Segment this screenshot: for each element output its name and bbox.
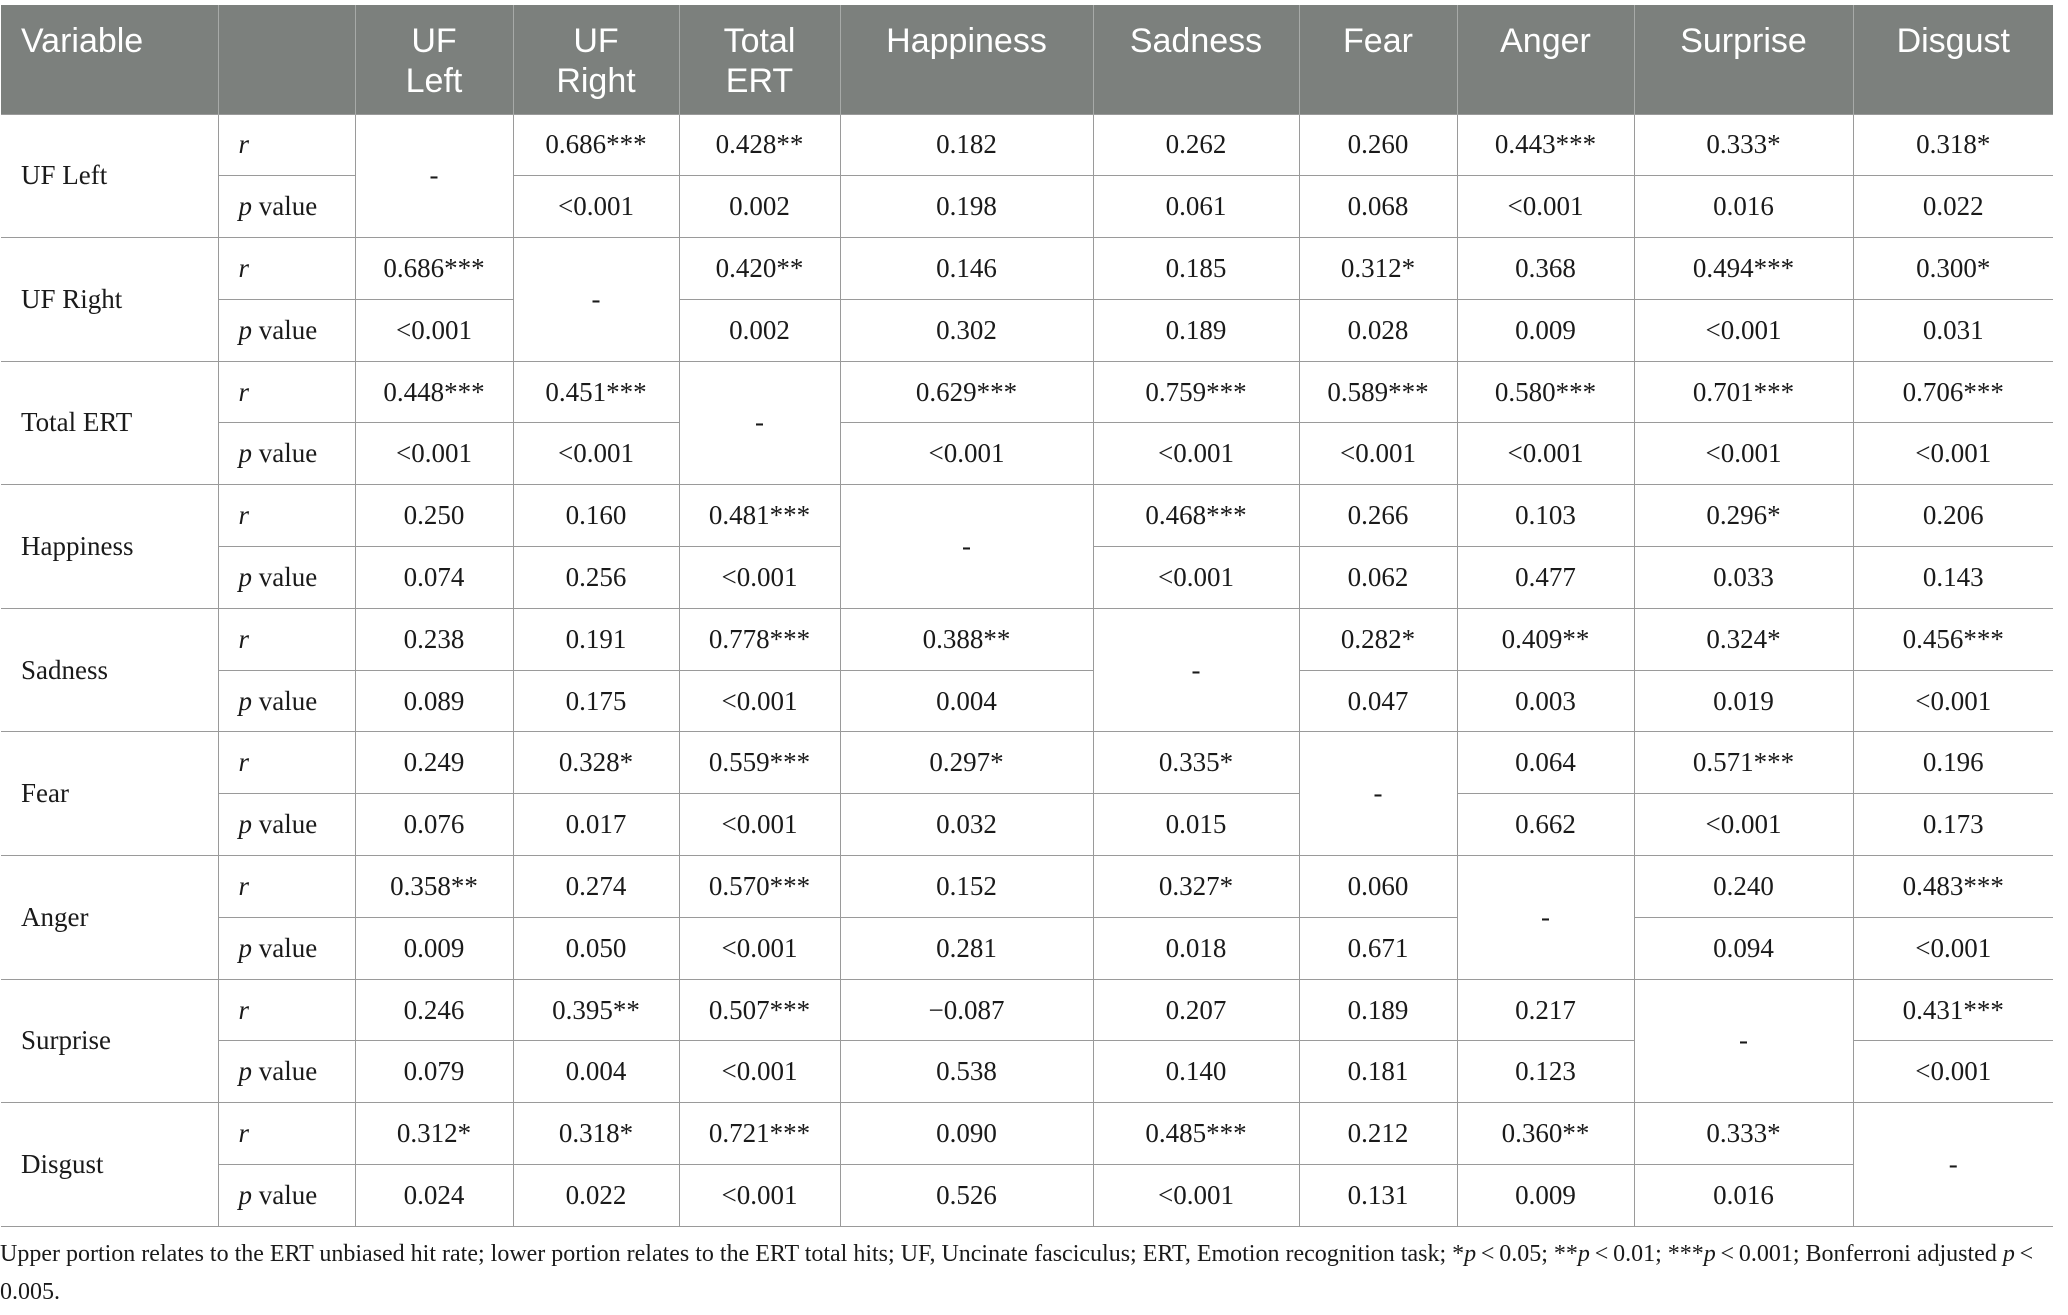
p-value-cell: <0.001 — [679, 547, 840, 609]
stat-label-p-rest: value — [252, 191, 318, 222]
stat-label-p — [218, 423, 355, 485]
p-value-cell: <0.001 — [1093, 547, 1299, 609]
p-value-cell: <0.001 — [679, 1041, 840, 1103]
r-value-cell: 0.451*** — [513, 361, 679, 423]
r-value-cell: 0.443*** — [1457, 114, 1634, 176]
diagonal-cell: - — [513, 238, 679, 362]
p-value-cell: 0.047 — [1299, 670, 1457, 732]
r-value-cell: 0.481*** — [679, 485, 840, 547]
p-value-cell: 0.123 — [1457, 1041, 1634, 1103]
stat-label-r-text: r — [238, 747, 250, 778]
table-row — [1, 794, 2053, 856]
p-value-cell: 0.671 — [1299, 917, 1457, 979]
column-header — [1, 5, 218, 114]
p-value-cell: 0.181 — [1299, 1041, 1457, 1103]
table-row — [1, 608, 2053, 670]
stat-label-r — [218, 732, 355, 794]
column-header-line2: Left — [405, 62, 463, 100]
p-value-cell: 0.076 — [355, 794, 513, 856]
stat-label-r — [218, 361, 355, 423]
column-header-line1: Happiness — [886, 22, 1047, 60]
r-value-cell: 0.395** — [513, 979, 679, 1041]
p-value-cell: 0.079 — [355, 1041, 513, 1103]
p-value-cell: <0.001 — [1853, 423, 2053, 485]
r-value-cell: 0.327* — [1093, 856, 1299, 918]
footnote-p-2: p — [1577, 1241, 1590, 1267]
column-header-line2: Right — [556, 62, 636, 100]
r-value-cell: −0.087 — [840, 979, 1093, 1041]
r-value-cell: 0.388** — [840, 608, 1093, 670]
table-row — [1, 1103, 2053, 1165]
r-value-cell: 0.721*** — [679, 1103, 840, 1165]
r-value-cell: 0.060 — [1299, 856, 1457, 918]
r-value-cell: 0.262 — [1093, 114, 1299, 176]
table-row — [1, 299, 2053, 361]
stat-label-r — [218, 1103, 355, 1165]
p-value-cell: 0.009 — [1457, 299, 1634, 361]
table-footnote — [0, 1235, 2068, 1311]
stat-label-p — [218, 917, 355, 979]
p-value-cell: 0.004 — [840, 670, 1093, 732]
r-value-cell: 0.191 — [513, 608, 679, 670]
stat-label-p-italic: p — [238, 1179, 252, 1210]
stat-label-r — [218, 485, 355, 547]
column-header-line1: UF — [573, 22, 619, 60]
diagonal-cell: - — [355, 114, 513, 238]
footnote-text-2: < 0.05; ** — [1476, 1241, 1578, 1267]
p-value-cell: <0.001 — [513, 423, 679, 485]
r-value-cell: 0.759*** — [1093, 361, 1299, 423]
p-value-cell: <0.001 — [355, 423, 513, 485]
p-value-cell: <0.001 — [679, 794, 840, 856]
p-value-cell: 0.131 — [1299, 1165, 1457, 1227]
r-value-cell: 0.333* — [1634, 114, 1853, 176]
row-variable-label: UF Left — [1, 114, 218, 238]
r-value-cell: 0.297* — [840, 732, 1093, 794]
stat-label-r-text: r — [238, 252, 250, 283]
stat-label-r-text: r — [238, 376, 250, 407]
r-value-cell: 0.196 — [1853, 732, 2053, 794]
p-value-cell: <0.001 — [840, 423, 1093, 485]
column-header-line1: Variable — [21, 22, 144, 60]
table-row — [1, 238, 2053, 300]
column-header — [1457, 5, 1634, 114]
stat-label-r-text: r — [238, 129, 250, 160]
r-value-cell: 0.189 — [1299, 979, 1457, 1041]
p-value-cell: 0.050 — [513, 917, 679, 979]
r-value-cell: 0.318* — [1853, 114, 2053, 176]
row-variable-label: Fear — [1, 732, 218, 856]
stat-label-r — [218, 114, 355, 176]
diagonal-cell: - — [1634, 979, 1853, 1103]
p-value-cell: 0.009 — [1457, 1165, 1634, 1227]
r-value-cell: 0.701*** — [1634, 361, 1853, 423]
r-value-cell: 0.324* — [1634, 608, 1853, 670]
column-header — [1853, 5, 2053, 114]
r-value-cell: 0.182 — [840, 114, 1093, 176]
p-value-cell: 0.256 — [513, 547, 679, 609]
r-value-cell: 0.571*** — [1634, 732, 1853, 794]
stat-label-p — [218, 299, 355, 361]
column-header-line1: Anger — [1500, 22, 1591, 60]
r-value-cell: 0.778*** — [679, 608, 840, 670]
column-header-line1: Disgust — [1896, 22, 2010, 60]
p-value-cell: 0.477 — [1457, 547, 1634, 609]
r-value-cell: 0.570*** — [679, 856, 840, 918]
p-value-cell: <0.001 — [1457, 176, 1634, 238]
diagonal-cell: - — [840, 485, 1093, 609]
stat-label-p-italic: p — [238, 561, 252, 592]
stat-label-r — [218, 608, 355, 670]
stat-label-r-text: r — [238, 1118, 250, 1149]
column-header — [840, 5, 1093, 114]
r-value-cell: 0.559*** — [679, 732, 840, 794]
p-value-cell: 0.068 — [1299, 176, 1457, 238]
stat-label-p — [218, 547, 355, 609]
stat-label-p-rest: value — [252, 809, 318, 840]
r-value-cell: 0.152 — [840, 856, 1093, 918]
footnote-text-4: < 0.001; Bonferroni adjusted — [1715, 1241, 2003, 1267]
diagonal-cell: - — [679, 361, 840, 485]
r-value-cell: 0.206 — [1853, 485, 2053, 547]
stat-label-r-text: r — [238, 994, 250, 1025]
r-value-cell: 0.494*** — [1634, 238, 1853, 300]
column-header — [1093, 5, 1299, 114]
p-value-cell: 0.032 — [840, 794, 1093, 856]
p-value-cell: 0.004 — [513, 1041, 679, 1103]
p-value-cell: 0.175 — [513, 670, 679, 732]
table-row — [1, 979, 2053, 1041]
p-value-cell: 0.538 — [840, 1041, 1093, 1103]
p-value-cell: 0.526 — [840, 1165, 1093, 1227]
p-value-cell: 0.018 — [1093, 917, 1299, 979]
table-row — [1, 176, 2053, 238]
r-value-cell: 0.468*** — [1093, 485, 1299, 547]
p-value-cell: <0.001 — [355, 299, 513, 361]
stat-label-p — [218, 176, 355, 238]
r-value-cell: 0.207 — [1093, 979, 1299, 1041]
r-value-cell: 0.686*** — [355, 238, 513, 300]
r-value-cell: 0.485*** — [1093, 1103, 1299, 1165]
row-variable-label: UF Right — [1, 238, 218, 362]
p-value-cell: 0.028 — [1299, 299, 1457, 361]
r-value-cell: 0.090 — [840, 1103, 1093, 1165]
r-value-cell: 0.706*** — [1853, 361, 2053, 423]
stat-label-p-rest: value — [252, 314, 318, 345]
row-variable-label: Disgust — [1, 1103, 218, 1227]
r-value-cell: 0.064 — [1457, 732, 1634, 794]
r-value-cell: 0.686*** — [513, 114, 679, 176]
p-value-cell: <0.001 — [1299, 423, 1457, 485]
r-value-cell: 0.428** — [679, 114, 840, 176]
stat-label-p-rest: value — [252, 1179, 318, 1210]
stat-label-p-italic: p — [238, 932, 252, 963]
r-value-cell: 0.300* — [1853, 238, 2053, 300]
r-value-cell: 0.368 — [1457, 238, 1634, 300]
r-value-cell: 0.249 — [355, 732, 513, 794]
p-value-cell: 0.189 — [1093, 299, 1299, 361]
p-value-cell: 0.173 — [1853, 794, 2053, 856]
table-row — [1, 1165, 2053, 1227]
stat-label-p-rest: value — [252, 438, 318, 469]
stat-label-r-text: r — [238, 500, 250, 531]
r-value-cell: 0.185 — [1093, 238, 1299, 300]
stat-label-r — [218, 856, 355, 918]
r-value-cell: 0.160 — [513, 485, 679, 547]
stat-label-p-italic: p — [238, 314, 252, 345]
r-value-cell: 0.318* — [513, 1103, 679, 1165]
stat-label-r — [218, 238, 355, 300]
r-value-cell: 0.246 — [355, 979, 513, 1041]
stat-label-p-rest: value — [252, 1056, 318, 1087]
r-value-cell: 0.431*** — [1853, 979, 2053, 1041]
r-value-cell: 0.580*** — [1457, 361, 1634, 423]
r-value-cell: 0.238 — [355, 608, 513, 670]
table-header — [1, 5, 2053, 114]
stat-label-p-italic: p — [238, 191, 252, 222]
row-variable-label: Surprise — [1, 979, 218, 1103]
r-value-cell: 0.409** — [1457, 608, 1634, 670]
p-value-cell: <0.001 — [1853, 1041, 2053, 1103]
table-row — [1, 361, 2053, 423]
r-value-cell: 0.629*** — [840, 361, 1093, 423]
table-body — [1, 114, 2053, 1226]
r-value-cell: 0.103 — [1457, 485, 1634, 547]
r-value-cell: 0.333* — [1634, 1103, 1853, 1165]
column-header — [355, 5, 513, 114]
p-value-cell: 0.094 — [1634, 917, 1853, 979]
p-value-cell: 0.022 — [513, 1165, 679, 1227]
row-variable-label: Anger — [1, 856, 218, 980]
footnote-text-5: < 0.005. — [0, 1241, 2038, 1305]
p-value-cell: 0.002 — [679, 176, 840, 238]
p-value-cell: <0.001 — [1634, 794, 1853, 856]
p-value-cell: 0.198 — [840, 176, 1093, 238]
footnote-text-1: Upper portion relates to the ERT unbiased hit rate; lower portion relates to the ERT total hits; UF, Uncinate fasciculus; ERT, Emotion recognition task; * — [0, 1241, 1465, 1267]
p-value-cell: <0.001 — [513, 176, 679, 238]
column-header — [218, 5, 355, 114]
stat-label-p — [218, 794, 355, 856]
column-header-line1: UF — [411, 22, 457, 60]
stat-label-p-rest: value — [252, 685, 318, 716]
column-header — [513, 5, 679, 114]
table-row — [1, 917, 2053, 979]
column-header-line1: Sadness — [1129, 22, 1263, 60]
diagonal-cell: - — [1457, 856, 1634, 980]
r-value-cell: 0.507*** — [679, 979, 840, 1041]
r-value-cell: 0.146 — [840, 238, 1093, 300]
r-value-cell: 0.240 — [1634, 856, 1853, 918]
r-value-cell: 0.358** — [355, 856, 513, 918]
p-value-cell: 0.061 — [1093, 176, 1299, 238]
p-value-cell: 0.003 — [1457, 670, 1634, 732]
table-row — [1, 670, 2053, 732]
r-value-cell: 0.448*** — [355, 361, 513, 423]
r-value-cell: 0.312* — [1299, 238, 1457, 300]
r-value-cell: 0.282* — [1299, 608, 1457, 670]
r-value-cell: 0.456*** — [1853, 608, 2053, 670]
diagonal-cell: - — [1299, 732, 1457, 856]
table-row — [1, 732, 2053, 794]
p-value-cell: 0.662 — [1457, 794, 1634, 856]
p-value-cell: 0.016 — [1634, 1165, 1853, 1227]
r-value-cell: 0.420** — [679, 238, 840, 300]
p-value-cell: <0.001 — [679, 670, 840, 732]
table-row — [1, 485, 2053, 547]
row-variable-label: Total ERT — [1, 361, 218, 485]
p-value-cell: <0.001 — [1634, 299, 1853, 361]
footnote-p-1: p — [1464, 1241, 1477, 1267]
row-variable-label: Happiness — [1, 485, 218, 609]
p-value-cell: 0.089 — [355, 670, 513, 732]
p-value-cell: <0.001 — [1853, 917, 2053, 979]
diagonal-cell: - — [1093, 608, 1299, 732]
column-header — [1634, 5, 1853, 114]
p-value-cell: 0.016 — [1634, 176, 1853, 238]
p-value-cell: <0.001 — [1093, 1165, 1299, 1227]
p-value-cell: 0.024 — [355, 1165, 513, 1227]
p-value-cell: 0.022 — [1853, 176, 2053, 238]
p-value-cell: <0.001 — [679, 917, 840, 979]
footnote-p-3: p — [1703, 1241, 1716, 1267]
column-header-line1: Fear — [1343, 22, 1413, 60]
column-header — [1299, 5, 1457, 114]
stat-label-p — [218, 1165, 355, 1227]
r-value-cell: 0.328* — [513, 732, 679, 794]
r-value-cell: 0.296* — [1634, 485, 1853, 547]
stat-label-p-rest: value — [252, 561, 318, 592]
p-value-cell: 0.009 — [355, 917, 513, 979]
stat-label-p-italic: p — [238, 685, 252, 716]
table-row — [1, 114, 2053, 176]
p-value-cell: <0.001 — [1853, 670, 2053, 732]
stat-label-p-italic: p — [238, 809, 252, 840]
p-value-cell: <0.001 — [679, 1165, 840, 1227]
r-value-cell: 0.260 — [1299, 114, 1457, 176]
column-header-line1: Surprise — [1680, 22, 1807, 60]
stat-label-r-text: r — [238, 870, 250, 901]
r-value-cell: 0.217 — [1457, 979, 1634, 1041]
footnote-text-3: < 0.01; *** — [1589, 1241, 1704, 1267]
p-value-cell: <0.001 — [1457, 423, 1634, 485]
stat-label-r-text: r — [238, 623, 250, 654]
p-value-cell: 0.074 — [355, 547, 513, 609]
header-row — [1, 5, 2053, 114]
p-value-cell: 0.062 — [1299, 547, 1457, 609]
p-value-cell: 0.002 — [679, 299, 840, 361]
p-value-cell: 0.281 — [840, 917, 1093, 979]
diagonal-cell: - — [1853, 1103, 2053, 1227]
row-variable-label: Sadness — [1, 608, 218, 732]
column-header-line2: ERT — [725, 62, 794, 100]
r-value-cell: 0.266 — [1299, 485, 1457, 547]
stat-label-p — [218, 670, 355, 732]
stat-label-r — [218, 979, 355, 1041]
r-value-cell: 0.589*** — [1299, 361, 1457, 423]
p-value-cell: 0.015 — [1093, 794, 1299, 856]
correlation-table — [1, 5, 2053, 1227]
p-value-cell: 0.140 — [1093, 1041, 1299, 1103]
p-value-cell: 0.019 — [1634, 670, 1853, 732]
p-value-cell: <0.001 — [1634, 423, 1853, 485]
column-header — [679, 5, 840, 114]
p-value-cell: <0.001 — [1093, 423, 1299, 485]
stat-label-p — [218, 1041, 355, 1103]
r-value-cell: 0.483*** — [1853, 856, 2053, 918]
p-value-cell: 0.031 — [1853, 299, 2053, 361]
stat-label-p-italic: p — [238, 1056, 252, 1087]
r-value-cell: 0.312* — [355, 1103, 513, 1165]
p-value-cell: 0.143 — [1853, 547, 2053, 609]
table-row — [1, 856, 2053, 918]
table-row — [1, 423, 2053, 485]
r-value-cell: 0.212 — [1299, 1103, 1457, 1165]
r-value-cell: 0.250 — [355, 485, 513, 547]
r-value-cell: 0.335* — [1093, 732, 1299, 794]
stat-label-p-italic: p — [238, 438, 252, 469]
p-value-cell: 0.302 — [840, 299, 1093, 361]
column-header-line1: Total — [723, 22, 796, 60]
stat-label-p-rest: value — [252, 932, 318, 963]
footnote-p-4: p — [2002, 1241, 2015, 1267]
p-value-cell: 0.017 — [513, 794, 679, 856]
r-value-cell: 0.360** — [1457, 1103, 1634, 1165]
r-value-cell: 0.274 — [513, 856, 679, 918]
p-value-cell: 0.033 — [1634, 547, 1853, 609]
